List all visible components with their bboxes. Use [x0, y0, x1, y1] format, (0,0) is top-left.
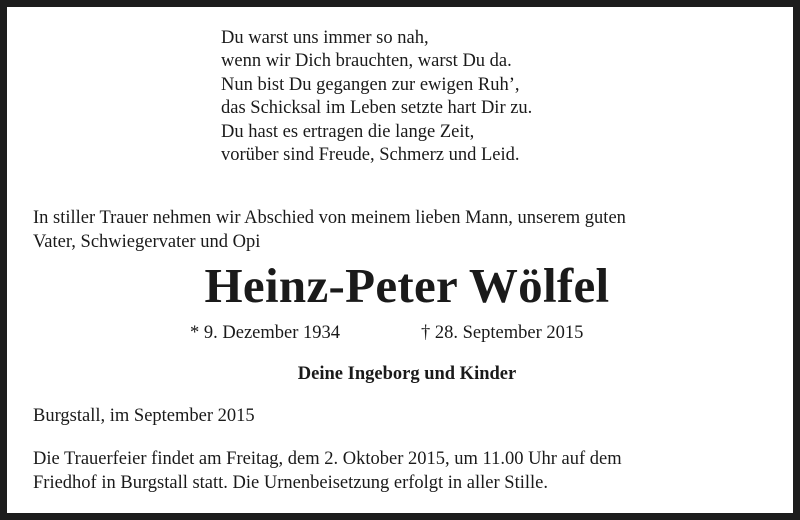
funeral-line: Friedhof in Burgstall statt. Die Urnenbeisetzung erfolgt in aller Stille.	[33, 473, 548, 493]
death-date: † 28. September 2015	[421, 323, 584, 343]
poem-line: Du warst uns immer so nah,	[221, 28, 429, 48]
deceased-name: Heinz-Peter Wölfel	[204, 258, 610, 313]
mourners-signature: Deine Ingeborg und Kinder	[297, 364, 517, 384]
poem-line: Nun bist Du gegangen zur ewigen Ruh’,	[221, 74, 520, 95]
intro-line: In stiller Trauer nehmen wir Abschied von meinem lieben Mann, unserem guten	[33, 208, 626, 228]
place-and-date: Burgstall, im September 2015	[33, 406, 255, 426]
funeral-line: Die Trauerfeier findet am Freitag, dem 2. Oktober 2015, um 11.00 Uhr auf dem	[33, 449, 622, 469]
poem-line: das Schicksal im Leben setzte hart Dir zu.	[221, 98, 533, 119]
poem-line: Du hast es ertragen die lange Zeit,	[221, 121, 475, 142]
poem-line: wenn wir Dich brauchten, warst Du da.	[221, 51, 512, 72]
mourning-intro	[33, 206, 793, 254]
poem-line: vorüber sind Freude, Schmerz und Leid.	[221, 145, 520, 166]
funeral-notice	[33, 447, 793, 495]
birth-date: * 9. Dezember 1934	[190, 323, 341, 343]
memorial-poem	[221, 27, 641, 167]
intro-line: Vater, Schwiegervater und Opi	[33, 232, 261, 252]
